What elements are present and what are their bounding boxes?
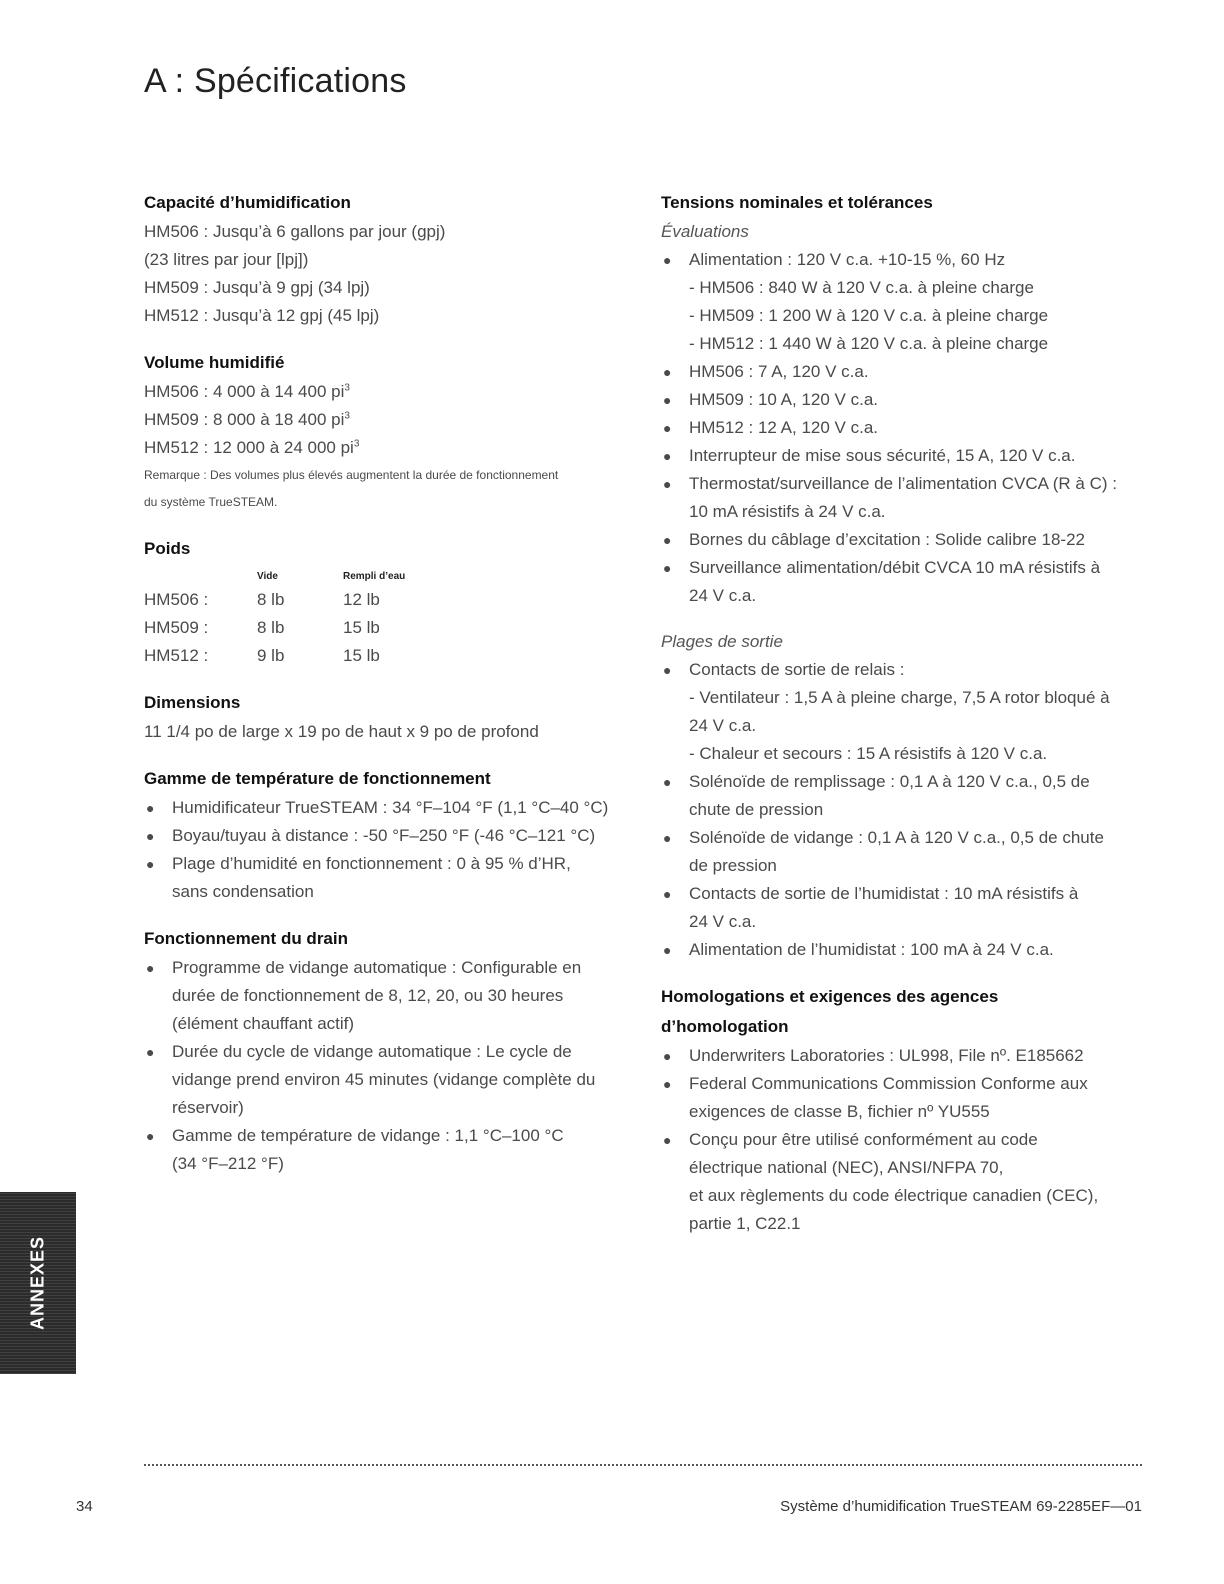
dimensions-heading: Dimensions bbox=[144, 693, 241, 712]
capacity-line: HM506 : Jusqu’à 6 gallons par jour (gpj) bbox=[144, 222, 446, 241]
bullet-icon: ● bbox=[663, 420, 672, 436]
dimensions-section bbox=[144, 688, 644, 746]
temperature-list bbox=[144, 794, 644, 906]
capacity-heading: Capacité d’humidification bbox=[144, 193, 351, 212]
weight-table bbox=[144, 564, 463, 670]
drain-section bbox=[144, 924, 644, 1178]
list-item-line: HM506 : 7 A, 120 V c.a. bbox=[689, 362, 869, 381]
list-item bbox=[661, 386, 1161, 414]
list-item-line: Federal Communications Commission Conforme aux bbox=[689, 1074, 1088, 1093]
capacity-section bbox=[144, 188, 644, 330]
list-item-line: vidange prend environ 45 minutes (vidange complète du bbox=[172, 1070, 596, 1089]
weight-empty: 8 lb bbox=[257, 618, 285, 637]
weight-empty-header: Vide bbox=[257, 571, 278, 582]
list-item-line: partie 1, C22.1 bbox=[689, 1214, 801, 1233]
list-item-line: Surveillance alimentation/débit CVCA 10 mA résistifs à bbox=[689, 558, 1101, 577]
bullet-icon: ● bbox=[663, 476, 672, 492]
list-item-line: - HM506 : 840 W à 120 V c.a. à pleine charge bbox=[689, 278, 1034, 297]
temperature-heading: Gamme de température de fonctionnement bbox=[144, 769, 491, 788]
list-item-line: Solénoïde de remplissage : 0,1 A à 120 V c.a., 0,5 de bbox=[689, 772, 1090, 791]
list-item bbox=[661, 936, 1161, 964]
weight-header-row bbox=[144, 564, 463, 586]
page-number: 34 bbox=[76, 1498, 93, 1515]
list-item-line: Humidificateur TrueSTEAM : 34 °F–104 °F (1,1 °C–40 °C) bbox=[172, 798, 609, 817]
list-item-line: 10 mA résistifs à 24 V c.a. bbox=[689, 502, 886, 521]
list-item bbox=[661, 656, 1161, 768]
list-item-line: - Chaleur et secours : 15 A résistifs à 120 V c.a. bbox=[689, 744, 1048, 763]
list-item-line: Programme de vidange automatique : Configurable en bbox=[172, 958, 582, 977]
table-row bbox=[144, 642, 463, 670]
bullet-icon: ● bbox=[663, 886, 672, 902]
side-tab bbox=[0, 1192, 76, 1374]
list-item bbox=[661, 824, 1161, 880]
drain-heading: Fonctionnement du drain bbox=[144, 929, 348, 948]
list-item bbox=[661, 442, 1161, 470]
weight-empty: 8 lb bbox=[257, 590, 285, 609]
weight-model: HM506 : bbox=[144, 590, 209, 609]
weight-model: HM509 : bbox=[144, 618, 209, 637]
outputs-list bbox=[661, 656, 1161, 964]
list-item-line: Thermostat/surveillance de l’alimentation CVCA (R à C) : bbox=[689, 474, 1117, 493]
unit-exponent: 3 bbox=[344, 410, 350, 422]
list-item-line: Plage d’humidité en fonctionnement : 0 à 95 % d’HR, bbox=[172, 854, 571, 873]
list-item bbox=[144, 1038, 644, 1122]
weight-section bbox=[144, 534, 644, 670]
bullet-icon: ● bbox=[146, 1128, 155, 1144]
list-item bbox=[144, 822, 644, 850]
list-item bbox=[144, 954, 644, 1038]
list-item-line: - Ventilateur : 1,5 A à pleine charge, 7,5 A rotor bloqué à bbox=[689, 688, 1110, 707]
bullet-icon: ● bbox=[663, 448, 672, 464]
list-item-line: réservoir) bbox=[172, 1098, 244, 1117]
list-item-line: Interrupteur de mise sous sécurité, 15 A, 120 V c.a. bbox=[689, 446, 1076, 465]
list-item-line: Alimentation de l’humidistat : 100 mA à 24 V c.a. bbox=[689, 940, 1054, 959]
bullet-icon: ● bbox=[146, 828, 155, 844]
ratings-section bbox=[661, 188, 1161, 610]
list-item bbox=[661, 358, 1161, 386]
list-item-line: - HM509 : 1 200 W à 120 V c.a. à pleine charge bbox=[689, 306, 1049, 325]
list-item-line: (34 °F–212 °F) bbox=[172, 1154, 284, 1173]
list-item-line: Contacts de sortie de relais : bbox=[689, 660, 905, 679]
bullet-icon: ● bbox=[663, 1048, 672, 1064]
bullet-icon: ● bbox=[663, 392, 672, 408]
list-item-line: Contacts de sortie de l’humidistat : 10 mA résistifs à bbox=[689, 884, 1079, 903]
list-item-line: Boyau/tuyau à distance : -50 °F–250 °F (-46 °C–121 °C) bbox=[172, 826, 596, 845]
drain-list bbox=[144, 954, 644, 1178]
ratings-heading: Tensions nominales et tolérances bbox=[661, 193, 933, 212]
approvals-section bbox=[661, 982, 1161, 1238]
volume-value: HM512 : 12 000 à 24 000 pi bbox=[144, 438, 354, 457]
bullet-icon: ● bbox=[663, 942, 672, 958]
list-item bbox=[661, 1070, 1161, 1126]
bullet-icon: ● bbox=[663, 1076, 672, 1092]
ratings-subheading: Évaluations bbox=[661, 222, 749, 241]
capacity-line: HM512 : Jusqu’à 12 gpj (45 lpj) bbox=[144, 306, 380, 325]
bullet-icon: ● bbox=[663, 532, 672, 548]
list-item-line: 24 V c.a. bbox=[689, 912, 757, 931]
footer-text: Système d’humidification TrueSTEAM 69-2285EF—01 bbox=[780, 1498, 1142, 1515]
volume-note: du système TrueSTEAM. bbox=[144, 495, 278, 509]
list-item-line: Alimentation : 120 V c.a. +10-15 %, 60 Hz bbox=[689, 250, 1006, 269]
list-item-line: et aux règlements du code électrique canadien (CEC), bbox=[689, 1186, 1099, 1205]
list-item-line: Durée du cycle de vidange automatique : Le cycle de bbox=[172, 1042, 572, 1061]
list-item-line: (élément chauffant actif) bbox=[172, 1014, 355, 1033]
bullet-icon: ● bbox=[663, 774, 672, 790]
bullet-icon: ● bbox=[663, 252, 672, 268]
bullet-icon: ● bbox=[146, 856, 155, 872]
list-item-line: électrique national (NEC), ANSI/NFPA 70, bbox=[689, 1158, 1004, 1177]
bullet-icon: ● bbox=[663, 1132, 672, 1148]
volume-line bbox=[144, 434, 644, 462]
approvals-heading: Homologations et exigences des agences bbox=[661, 987, 999, 1006]
list-item bbox=[661, 768, 1161, 824]
weight-empty: 9 lb bbox=[257, 646, 285, 665]
temperature-section bbox=[144, 764, 644, 906]
list-item bbox=[661, 470, 1161, 526]
footer-divider bbox=[144, 1464, 1142, 1466]
outputs-subheading: Plages de sortie bbox=[661, 632, 783, 651]
capacity-line: (23 litres par jour [lpj]) bbox=[144, 250, 309, 269]
bullet-icon: ● bbox=[146, 1044, 155, 1060]
list-item bbox=[144, 850, 644, 906]
approvals-heading: d’homologation bbox=[661, 1017, 789, 1036]
weight-full: 15 lb bbox=[343, 646, 380, 665]
bullet-icon: ● bbox=[663, 364, 672, 380]
dimensions-text: 11 1/4 po de large x 19 po de haut x 9 po de profond bbox=[144, 722, 539, 741]
list-item-line: HM512 : 12 A, 120 V c.a. bbox=[689, 418, 879, 437]
bullet-icon: ● bbox=[146, 800, 155, 816]
list-item-line: durée de fonctionnement de 8, 12, 20, ou 30 heures bbox=[172, 986, 564, 1005]
list-item bbox=[661, 1126, 1161, 1238]
page-title: A : Spécifications bbox=[144, 62, 407, 100]
volume-value: HM509 : 8 000 à 18 400 pi bbox=[144, 410, 345, 429]
table-row bbox=[144, 586, 463, 614]
list-item bbox=[661, 554, 1161, 610]
list-item-line: - HM512 : 1 440 W à 120 V c.a. à pleine charge bbox=[689, 334, 1049, 353]
volume-line bbox=[144, 406, 644, 434]
table-row bbox=[144, 614, 463, 642]
list-item-line: Underwriters Laboratories : UL998, File nº. E185662 bbox=[689, 1046, 1084, 1065]
volume-section bbox=[144, 348, 644, 516]
list-item bbox=[661, 1042, 1161, 1070]
bullet-icon: ● bbox=[663, 830, 672, 846]
side-tab-label: ANNEXES bbox=[27, 1235, 48, 1331]
left-column bbox=[144, 188, 644, 1196]
list-item-line: sans condensation bbox=[172, 882, 314, 901]
weight-full: 12 lb bbox=[343, 590, 380, 609]
list-item bbox=[661, 526, 1161, 554]
list-item-line: Conçu pour être utilisé conformément au code bbox=[689, 1130, 1038, 1149]
weight-full-header: Rempli d’eau bbox=[343, 571, 406, 582]
list-item-line: HM509 : 10 A, 120 V c.a. bbox=[689, 390, 879, 409]
list-item bbox=[661, 246, 1161, 358]
capacity-line: HM509 : Jusqu’à 9 gpj (34 lpj) bbox=[144, 278, 370, 297]
list-item-line: chute de pression bbox=[689, 800, 824, 819]
unit-exponent: 3 bbox=[344, 382, 350, 394]
volume-line bbox=[144, 378, 644, 406]
unit-exponent: 3 bbox=[353, 438, 360, 450]
list-item-line: Gamme de température de vidange : 1,1 °C–100 °C bbox=[172, 1126, 564, 1145]
list-item-line: Solénoïde de vidange : 0,1 A à 120 V c.a., 0,5 de chute bbox=[689, 828, 1104, 847]
list-item bbox=[144, 794, 644, 822]
volume-heading: Volume humidifié bbox=[144, 353, 285, 372]
right-column bbox=[661, 188, 1161, 1256]
list-item bbox=[144, 1122, 644, 1178]
list-item-line: de pression bbox=[689, 856, 777, 875]
list-item-line: exigences de classe B, fichier nº YU555 bbox=[689, 1102, 990, 1121]
list-item-line: 24 V c.a. bbox=[689, 586, 757, 605]
weight-full: 15 lb bbox=[343, 618, 380, 637]
list-item bbox=[661, 414, 1161, 442]
bullet-icon: ● bbox=[663, 560, 672, 576]
volume-note: Remarque : Des volumes plus élevés augmentent la durée de fonctionnement bbox=[144, 468, 559, 482]
ratings-list bbox=[661, 246, 1161, 610]
weight-model: HM512 : bbox=[144, 646, 209, 665]
bullet-icon: ● bbox=[663, 662, 672, 678]
approvals-list bbox=[661, 1042, 1161, 1238]
bullet-icon: ● bbox=[146, 960, 155, 976]
volume-value: HM506 : 4 000 à 14 400 pi bbox=[144, 382, 345, 401]
list-item-line: Bornes du câblage d’excitation : Solide calibre 18-22 bbox=[689, 530, 1085, 549]
list-item-line: 24 V c.a. bbox=[689, 716, 757, 735]
weight-model-header bbox=[144, 564, 257, 586]
list-item bbox=[661, 880, 1161, 936]
outputs-section bbox=[661, 628, 1161, 964]
weight-heading: Poids bbox=[144, 539, 191, 558]
